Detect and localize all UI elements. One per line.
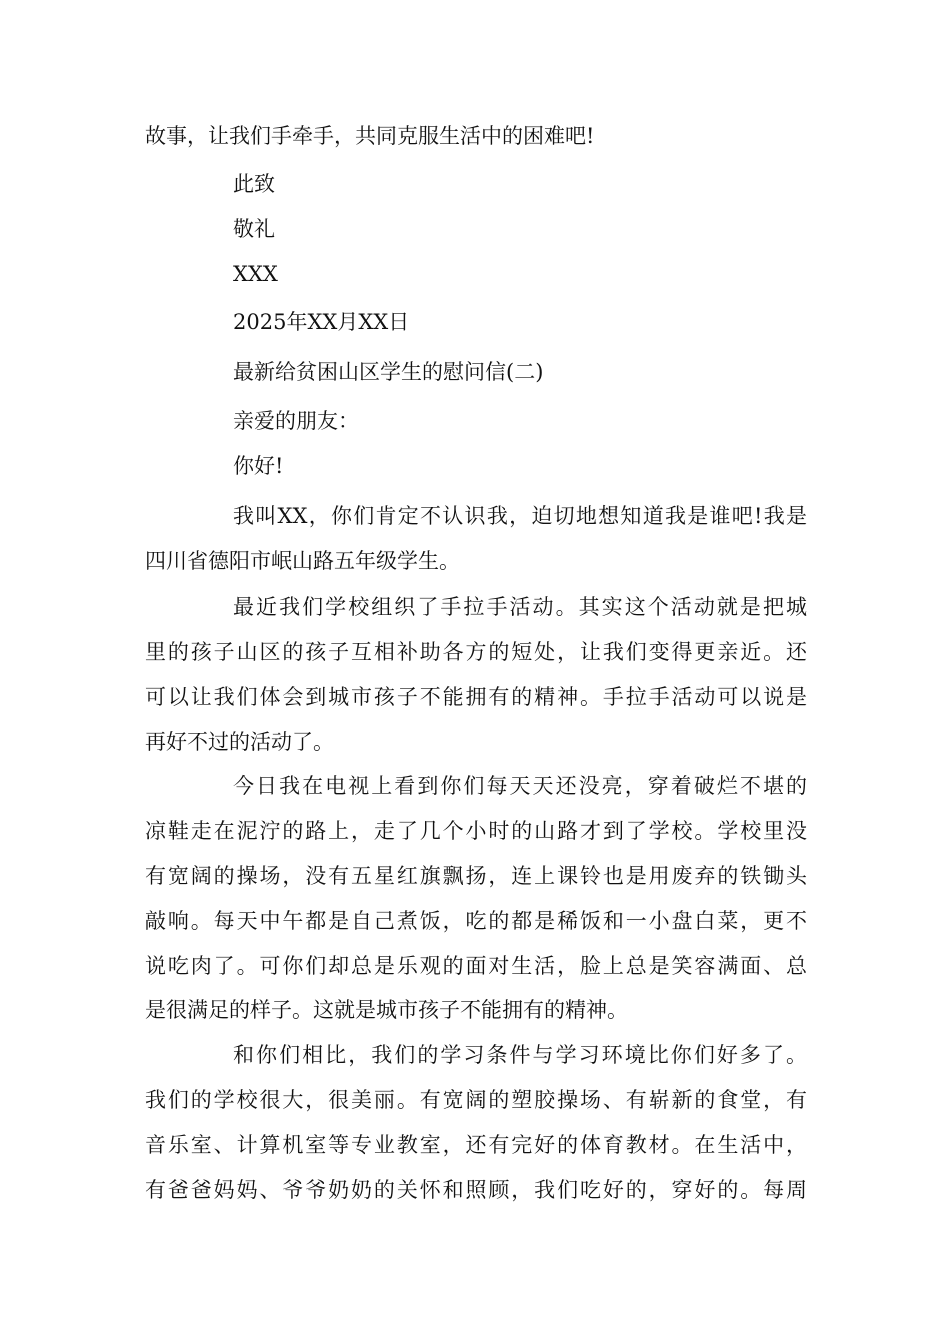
paragraph-line: 再好不过的活动了。 — [145, 730, 334, 754]
closing-salutation-1: 此致 — [233, 172, 275, 196]
paragraph-line: 音乐室、计算机室等专业教室，还有完好的体育教材。在生活中， — [145, 1133, 807, 1157]
paragraph-line: 最近我们学校组织了手拉手活动。其实这个活动就是把城 — [233, 595, 807, 619]
signature: XXX — [233, 262, 278, 286]
paragraph-line: 凉鞋走在泥泞的路上，走了几个小时的山路才到了学校。学校里没 — [145, 819, 807, 843]
paragraph-line: 四川省德阳市岷山路五年级学生。 — [145, 549, 460, 573]
paragraph-line: 里的孩子山区的孩子互相补助各方的短处，让我们变得更亲近。还 — [145, 640, 807, 664]
hello-line: 你好! — [233, 454, 284, 478]
letter-date: 2025年XX月XX日 — [233, 310, 410, 334]
paragraph-line: 有爸爸妈妈、爷爷奶奶的关怀和照顾，我们吃好的，穿好的。每周 — [145, 1178, 807, 1202]
paragraph-line: 和你们相比，我们的学习条件与学习环境比你们好多了。 — [233, 1043, 807, 1067]
paragraph-line: 今日我在电视上看到你们每天天还没亮，穿着破烂不堪的 — [233, 774, 807, 798]
closing-salutation-2: 敬礼 — [233, 217, 275, 241]
continuation-line: 故事，让我们手牵手，共同克服生活中的困难吧! — [145, 124, 595, 148]
paragraph-line: 说吃肉了。可你们却总是乐观的面对生活，脸上总是笑容满面、总 — [145, 954, 807, 978]
paragraph-line: 有宽阔的操场，没有五星红旗飘扬，连上课铃也是用废弃的铁锄头 — [145, 864, 807, 888]
greeting: 亲爱的朋友： — [233, 409, 359, 433]
paragraph-line: 是很满足的样子。这就是城市孩子不能拥有的精神。 — [145, 998, 628, 1022]
paragraph-line: 敲响。每天中午都是自己煮饭，吃的都是稀饭和一小盘白菜，更不 — [145, 909, 807, 933]
paragraph-line: 我叫XX，你们肯定不认识我，迫切地想知道我是谁吧!我是 — [233, 504, 807, 528]
letter-title: 最新给贫困山区学生的慰问信(二) — [233, 360, 544, 384]
paragraph-line: 我们的学校很大，很美丽。有宽阔的塑胶操场、有崭新的食堂，有 — [145, 1088, 807, 1112]
paragraph-line: 可以让我们体会到城市孩子不能拥有的精神。手拉手活动可以说是 — [145, 685, 807, 709]
